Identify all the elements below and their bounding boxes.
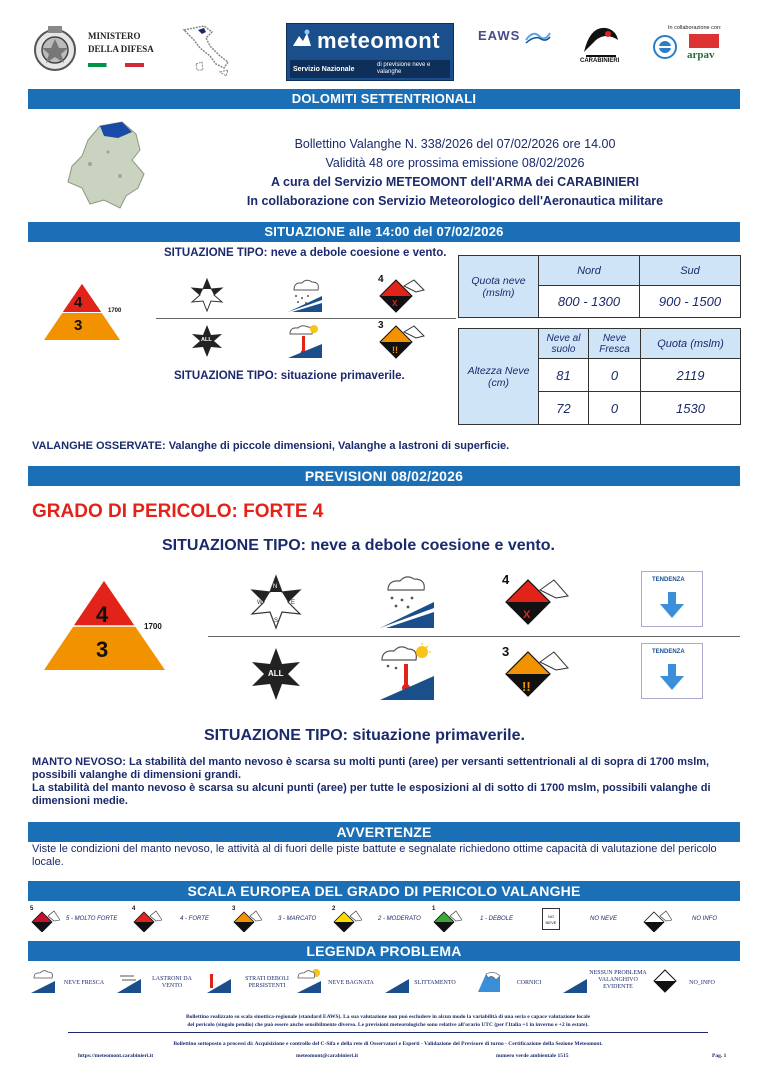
- eaws-logo: [478, 28, 551, 44]
- situation-aspect-all-icon: [190, 324, 224, 358]
- scala-3-num: 3: [232, 906, 236, 912]
- legenda-neve-fresca-icon: [30, 968, 56, 999]
- meteomont-brand: meteomont: [317, 28, 441, 53]
- manto-p1: MANTO NEVOSO: La stabilità del manto nevoso è scarsa su molti punti (aree) per versanti settentrionali al di sopra di 1700 mslm, possibili valanghe di dimensioni grandi.: [32, 756, 710, 781]
- footer-divider: [68, 1032, 708, 1033]
- forecast-tendenza-box-2: [641, 643, 703, 699]
- meteomont-sub: [290, 60, 450, 78]
- legenda-no-info-icon: [652, 968, 678, 999]
- forecast-wet-snow-icon: [376, 642, 436, 702]
- footer-note2: del pericolo (singolo pendio) che può essere anche sensibilmente diverso. Le previsioni meteorologiche sono relative all'orario UTC (per l'Italia +1 in inverno e +2 in estate).: [187, 1022, 589, 1028]
- situation-wet-snow-icon: [284, 322, 324, 360]
- scala-2-icon: [332, 908, 362, 937]
- footer-note3: Bollettino sottoposto a processi di: Acquisizione e controllo del C-Sifa e della rete di Osservatori e Esperti - Validazione del Previsore di turno - Certificazione della Sezione Meteomont.: [173, 1041, 603, 1047]
- ministry-name: [88, 30, 154, 56]
- observed-avalanches: VALANGHE OSSERVATE: Valanghe di piccole dimensioni, Valanghe a lastroni di superficie.: [32, 440, 510, 452]
- legenda-neve-bagnata: NEVE BAGNATA: [328, 980, 374, 986]
- situation-danger-lower: 3: [74, 317, 83, 334]
- altezza-r2-fresca: 0: [589, 392, 641, 425]
- scala-no-neve-box-label: NO NEVE: [545, 914, 557, 925]
- footer-url[interactable]: https://meteomont.carabinieri.it: [78, 1053, 154, 1059]
- footer-note1: Bollettino realizzato su scala sinottica-regionale (standard EAWS). La sua valutazione non può escludere in alcun modo la variabilità di una seria e capace valutazione locale: [185, 1014, 591, 1020]
- svg-text:S: S: [274, 618, 279, 624]
- bulletin-collab: In collaborazione con Servizio Meteorologico dell'Aeronautica militare: [246, 194, 664, 208]
- scala-1-num: 1: [432, 906, 436, 912]
- carabinieri-logo: [576, 22, 624, 66]
- scala-3-label: 3 - MARCATO: [278, 916, 317, 922]
- meteomont-sub2: di previsione neve e valanghe: [377, 62, 431, 75]
- scala-4-label: 4 - FORTE: [180, 916, 209, 922]
- scala-2-num: 2: [332, 906, 336, 912]
- carabinieri-label: CARABINIERI: [580, 58, 620, 64]
- situation-altitude: 1700: [108, 308, 122, 314]
- aeronautica-logo: [652, 34, 678, 60]
- collab-label: In collaborazione con:: [668, 25, 722, 31]
- legenda-nessun-icon: [562, 968, 588, 999]
- svg-text:X: X: [392, 299, 398, 308]
- scala-5-icon: [30, 908, 60, 937]
- italy-map-icon: [176, 24, 236, 80]
- forecast-aspect-rose: [248, 574, 304, 630]
- legenda-neve-bagnata-icon: [296, 968, 322, 999]
- forecast-danger-lower: 3: [96, 637, 109, 662]
- forecast-row1-level: 4: [502, 572, 510, 587]
- forecast-tendenza-box-1: [641, 571, 703, 627]
- svg-text:W: W: [257, 600, 263, 606]
- altezza-r2-quota: 1530: [641, 392, 741, 425]
- legenda-cornici-icon: [476, 968, 502, 999]
- eaws-label: EAWS: [478, 28, 521, 43]
- scala-no-info-label: NO INFO: [692, 916, 717, 922]
- situation-title-bar: SITUAZIONE alle 14:00 del 07/02/2026: [28, 222, 740, 242]
- legenda-cornici: CORNICI: [516, 980, 542, 986]
- situation-tipo2: SITUAZIONE TIPO: situazione primaverile.: [174, 370, 405, 382]
- meteomont-logo-icon: [291, 28, 313, 48]
- forecast-tipo2: SITUAZIONE TIPO: situazione primaverile.: [204, 727, 525, 744]
- forecast-row2-level: 3: [502, 644, 510, 659]
- scala-5-label: 5 - MOLTO FORTE: [66, 916, 118, 922]
- legenda-slittamento: SLITTAMENTO: [414, 980, 456, 986]
- legenda-lastroni-icon: [116, 968, 142, 999]
- footer-email[interactable]: meteomont@carabinieri.it: [296, 1053, 359, 1059]
- arpav-flag: [689, 34, 719, 48]
- scala-title-bar: SCALA EUROPEA DEL GRADO DI PERICOLO VALANGHE: [28, 881, 740, 901]
- bulletin-header: [170, 135, 740, 211]
- svg-text:!!: !!: [522, 679, 531, 694]
- forecast-grado: GRADO DI PERICOLO: FORTE 4: [32, 501, 324, 522]
- svg-text:X: X: [523, 609, 531, 621]
- forecast-divider: [208, 636, 740, 637]
- legenda-strati: STRATI DEBOLI PERSISTENTI: [245, 976, 289, 989]
- footer-phone: numero verde ambientale 1515: [496, 1053, 569, 1059]
- situation-aspect-rose: [190, 278, 224, 312]
- scala-4-num: 4: [132, 906, 136, 912]
- scala-3-icon: [232, 908, 262, 937]
- altezza-r1-suolo: 81: [539, 359, 589, 392]
- legenda-neve-fresca: NEVE FRESCA: [63, 980, 105, 986]
- scala-4-icon: [132, 908, 162, 937]
- altezza-neve-table: [458, 328, 741, 425]
- quota-neve-table: [458, 255, 741, 318]
- situation-new-snow-icon: [284, 276, 324, 314]
- avvertenze-text: Viste le condizioni del manto nevoso, le attività al di fuori delle piste battute e segnalate richiedono ottime capacità di valutazione del pericolo locale.: [32, 843, 717, 868]
- legenda-row: [28, 966, 740, 1000]
- situation-danger-upper: 4: [74, 294, 83, 311]
- forecast-title-bar: PREVISIONI 08/02/2026: [28, 466, 740, 486]
- ministry-emblem: [32, 24, 78, 74]
- scala-no-neve-box: [542, 908, 560, 930]
- bulletin-number: Bollettino Valanghe N. 338/2026 del 07/02/2026 ore 14.00: [294, 137, 616, 151]
- quota-val-nord: 800 - 1300: [539, 286, 640, 318]
- scala-1-label: 1 - DEBOLE: [480, 916, 514, 922]
- forecast-new-snow-icon: [376, 572, 436, 630]
- scala-row: [28, 906, 740, 934]
- region-title-bar: DOLOMITI SETTENTRIONALI: [28, 89, 740, 109]
- ministry-line2: DELLA DIFESA: [88, 44, 154, 54]
- manto-p2: La stabilità del manto nevoso è scarsa su alcuni punti (aree) per tutte le esposizioni al di sotto di 1700 mslm, possibili valanghe di dimensioni medie.: [32, 782, 711, 807]
- situation-divider: [156, 318, 456, 319]
- avvertenze-title-bar: AVVERTENZE: [28, 822, 740, 842]
- situation-tipo1: SITUAZIONE TIPO: neve a debole coesione e vento.: [164, 247, 447, 259]
- legenda-strati-icon: [206, 968, 232, 999]
- forecast-tendenza-label-2: TENDENZA: [652, 649, 685, 655]
- forecast-aspect-all-label: ALL: [268, 669, 284, 678]
- altezza-h-quota: Quota (mslm): [641, 329, 741, 359]
- scala-no-info-icon: [642, 908, 672, 937]
- situation-row1-level: 4: [378, 274, 384, 285]
- situation-row2-level: 3: [378, 320, 384, 331]
- altezza-r2-suolo: 72: [539, 392, 589, 425]
- bulletin-validity: Validità 48 ore prossima emissione 08/02/2026: [325, 156, 585, 170]
- svg-text:!!: !!: [392, 345, 398, 355]
- italian-flag: [88, 63, 144, 67]
- legenda-nessun: NESSUN PROBLEMA VALANGHIVO EVIDENTE: [589, 970, 647, 990]
- situation-danger4-icon: [376, 276, 428, 314]
- quota-col-nord: Nord: [539, 256, 640, 286]
- forecast-altitude: 1700: [144, 622, 162, 631]
- legenda-slittamento-icon: [384, 968, 410, 999]
- situation-aspect-all-label: ALL: [201, 337, 212, 343]
- quota-col-sud: Sud: [640, 256, 741, 286]
- footer-page: Pag. 1: [712, 1053, 727, 1059]
- quota-val-sud: 900 - 1500: [640, 286, 741, 318]
- arpav-label: arpav: [687, 49, 715, 61]
- bulletin-author: A cura del Servizio METEOMONT dell'ARMA dei CARABINIERI: [270, 175, 640, 189]
- arpav-logo: [685, 34, 725, 66]
- situation-danger3-icon: [376, 322, 428, 360]
- forecast-tendenza-label-1: TENDENZA: [652, 577, 685, 583]
- quota-neve-label: Quota neve (mslm): [459, 256, 539, 318]
- region-map: [60, 116, 160, 212]
- altezza-h-suolo: Neve al suolo: [539, 329, 589, 359]
- legenda-title-bar: LEGENDA PROBLEMA: [28, 941, 740, 961]
- svg-text:E: E: [291, 600, 296, 606]
- forecast-aspect-all-icon: [248, 646, 304, 702]
- legenda-lastroni: LASTRONI DA VENTO: [152, 976, 192, 989]
- forecast-danger3-icon: [500, 644, 570, 702]
- altezza-r1-fresca: 0: [589, 359, 641, 392]
- scala-no-neve-label: NO NEVE: [590, 916, 618, 922]
- scala-5-num: 5: [30, 906, 34, 912]
- ministry-line1: MINISTERO: [88, 31, 141, 41]
- forecast-tipo1: SITUAZIONE TIPO: neve a debole coesione e vento.: [162, 537, 555, 554]
- legenda-no-info: NO_INFO: [689, 980, 715, 986]
- meteomont-sub1: Servizio Nazionale: [293, 65, 355, 73]
- altezza-h-fresca: Neve Fresca: [589, 329, 641, 359]
- forecast-danger-upper: 4: [96, 602, 109, 627]
- meteomont-logo: [286, 23, 454, 81]
- svg-text:N: N: [273, 584, 278, 590]
- scala-1-icon: [432, 908, 462, 937]
- altezza-neve-label: Altezza Neve (cm): [459, 329, 539, 425]
- forecast-danger4-icon: [500, 572, 570, 630]
- scala-2-label: 2 - MODERATO: [378, 916, 421, 922]
- altezza-r1-quota: 2119: [641, 359, 741, 392]
- manto-nevoso: [32, 756, 737, 808]
